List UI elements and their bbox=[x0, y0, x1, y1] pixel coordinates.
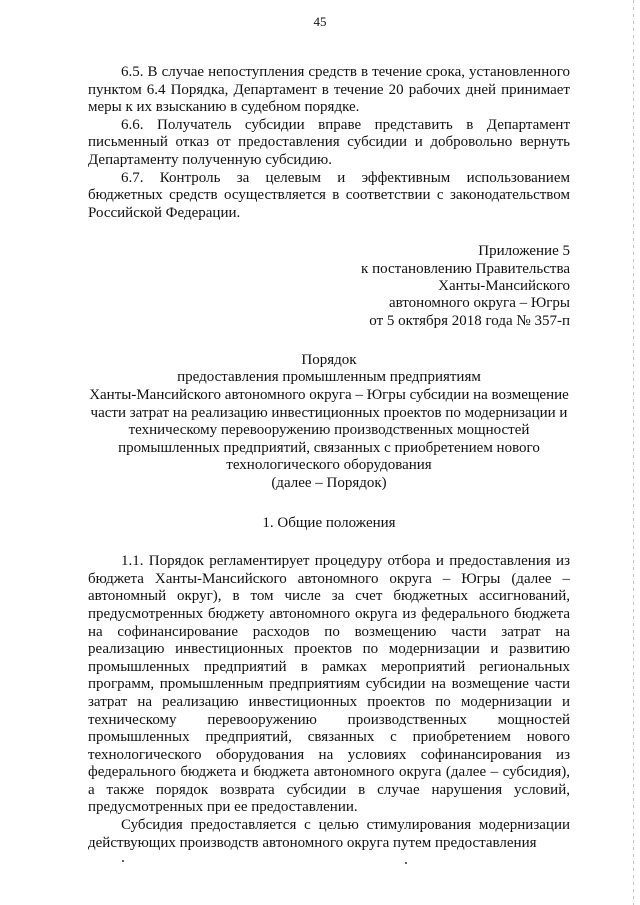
document-title bbox=[88, 352, 570, 493]
title-line: предоставления промышленным предприятиям bbox=[177, 369, 481, 386]
appendix-number: Приложение 5 bbox=[478, 243, 570, 260]
title-line: технологического оборудования bbox=[226, 457, 432, 474]
paragraph-6-6: 6.6. Получатель субсидии вправе представить в Департамент письменный отказ от предоставления субсидии и добровольно вернуть Департаменту полученную субсидию. bbox=[88, 116, 570, 168]
scan-speck bbox=[405, 862, 407, 864]
document-body bbox=[88, 64, 570, 852]
appendix-region-2: автономного округа – Югры bbox=[388, 295, 570, 312]
title-line: Порядок bbox=[301, 351, 357, 368]
scan-speck bbox=[122, 860, 124, 862]
appendix-header bbox=[88, 243, 570, 329]
paragraph-6-5: 6.5. В случае непоступления средств в течение срока, установленного пунктом 6.4 Порядка, Департамент в течение 20 рабочих дней принимает меры к их взысканию в судебном порядке. bbox=[88, 64, 570, 116]
paragraph-6-7: 6.7. Контроль за целевым и эффективным использованием бюджетных средств осуществляется в соответствии с законодательством Российской Федерации. bbox=[88, 169, 570, 221]
section-heading: 1. Общие положения bbox=[262, 514, 396, 531]
title-line: техническому перевооружению производственных мощностей bbox=[128, 422, 530, 439]
appendix-date: от 5 октября 2018 года № 357-п bbox=[369, 312, 570, 329]
paragraph-subsidy-purpose: Субсидия предоставляется с целью стимулирования модернизации действующих производств автономного округа путем предоставления bbox=[88, 817, 570, 851]
title-line: Ханты-Мансийского автономного округа – Югры субсидии на возмещение bbox=[89, 387, 569, 404]
title-line: (далее – Порядок) bbox=[271, 474, 387, 491]
page-number: 45 bbox=[313, 14, 327, 29]
appendix-region-1: Ханты-Мансийского bbox=[438, 277, 570, 294]
title-line: части затрат на реализацию инвестиционных проектов по модернизации и bbox=[90, 404, 568, 421]
paragraph-1-1: 1.1. Порядок регламентирует процедуру отбора и предоставления из бюджета Ханты-Мансийского автономного округа – Югры (далее – автономный округ), в том числе за счет бюджетных ассигнований, предусмотренных бюджету автономного округа из федерального бюджета на софинансирование расходов по возмещению части затрат на реализацию инвестиционных проектов по модернизации и развитию промышленных предприятий в рамках мероприятий региональных программ, промышленным предприятиям субсидии на возмещение части затрат на реализацию инвестиционных проектов по модернизации и техническому перевооружению производственных мощностей промышленных предприятий, связанных с приобретением нового технологического оборудования на условиях софинансирования из федерального бюджета и бюджета автономного округа (далее – субсидия), а также порядок возврата субсидии в случае нарушения условий, предусмотренных при ее предоставлении. bbox=[88, 553, 570, 816]
title-line: промышленных предприятий, связанных с приобретением нового bbox=[118, 439, 540, 456]
appendix-resolution: к постановлению Правительства bbox=[361, 260, 570, 277]
scan-edge-line bbox=[633, 0, 634, 905]
